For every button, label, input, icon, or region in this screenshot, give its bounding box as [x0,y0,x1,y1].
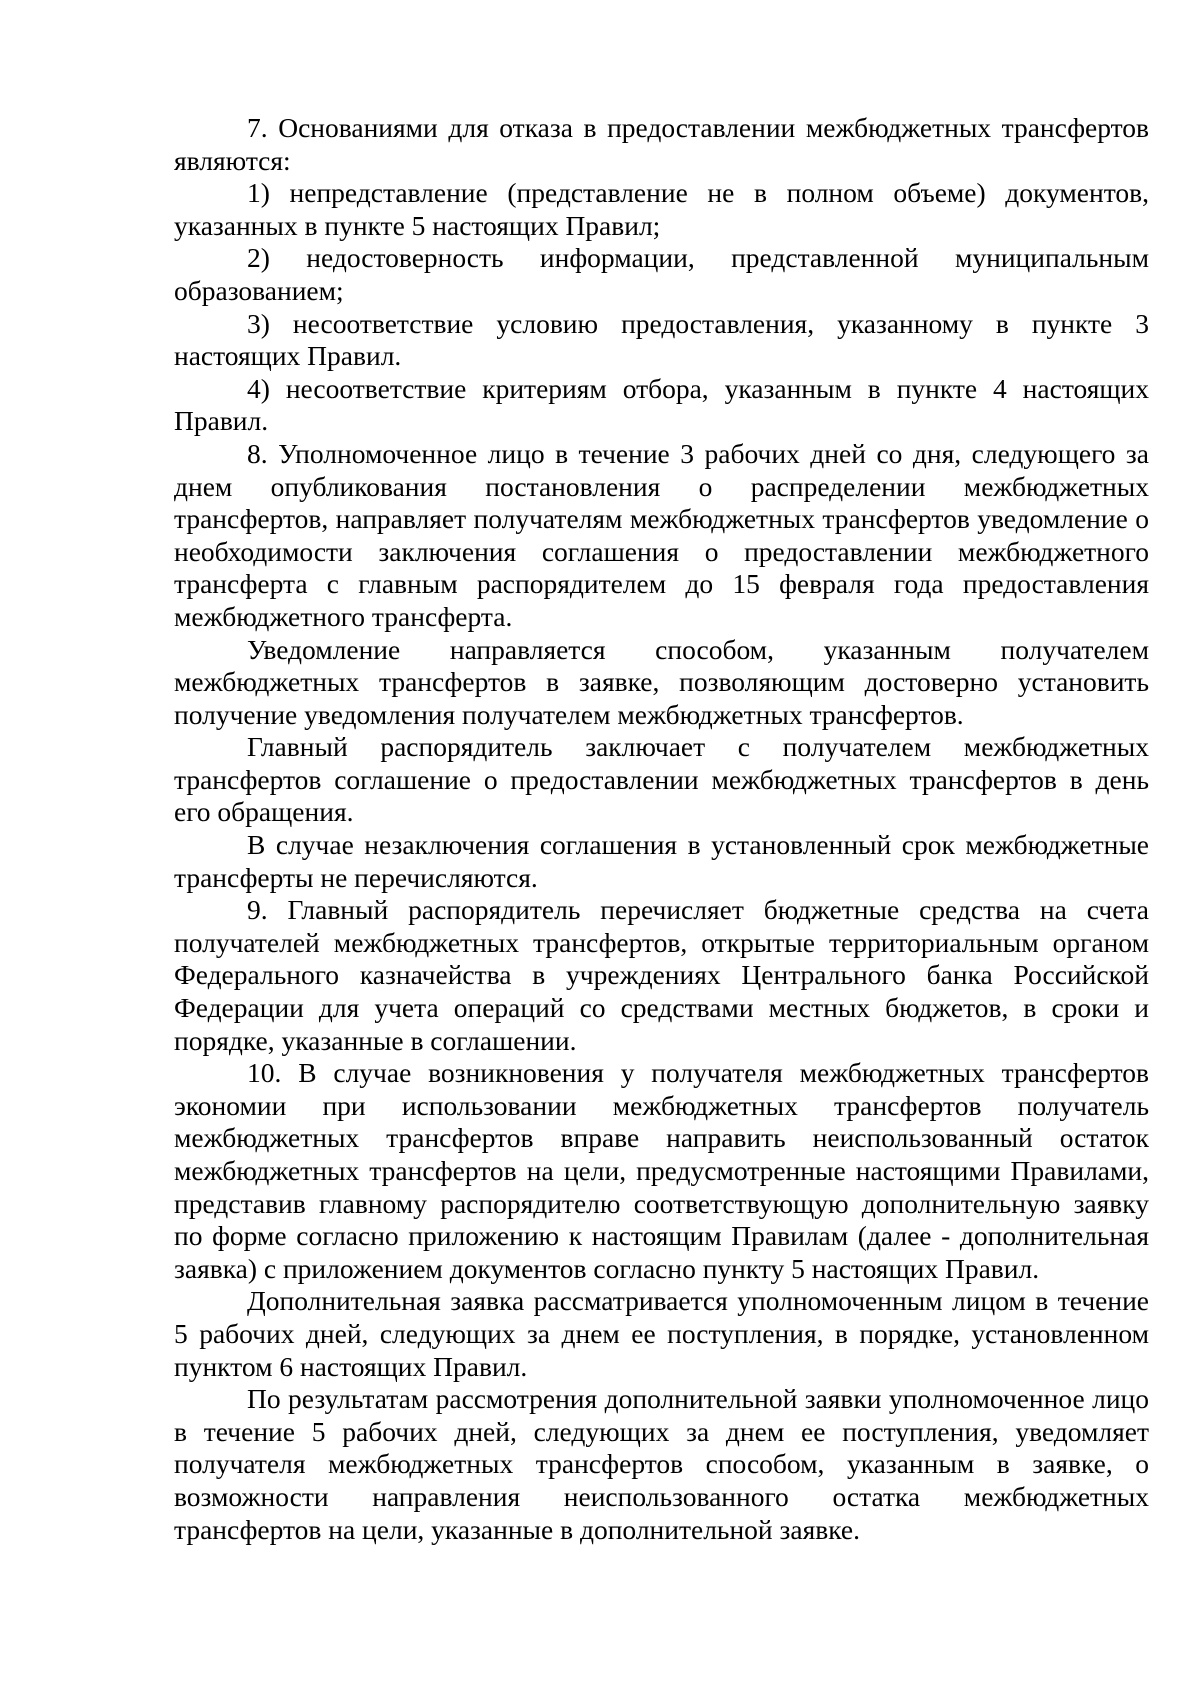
paragraph-7-item-3: 3) несоответствие условию предоставления, указанному в пункте 3 настоящих Правил. [174,307,1149,372]
paragraph-9-transfer: 9. Главный распорядитель перечисляет бюджетные средства на счета получателей межбюджетных трансфертов, открытые территориальным органом Федерального казначейства в учреждениях Центрального банка Российской Федерации для учета операций со средствами местных бюджетов, в сроки и порядке, указанные в соглашении. [174,894,1149,1056]
paragraph-10-result: По результатам рассмотрения дополнительной заявки уполномоченное лицо в течение 5 рабочих дней, следующих за днем ее поступления, уведомляет получателя межбюджетных трансфертов способом, указанным в заявке, о возможности направления неиспользованного остатка межбюджетных трансфертов на цели, указанные в дополнительной заявке. [174,1383,1149,1545]
paragraph-7-item-2: 2) недостоверность информации, представленной муниципальным образованием; [174,242,1149,306]
paragraph-7-item-1: 1) непредставление (представление не в полном объеме) документов, указанных в пункте 5 настоящих Правил; [174,177,1149,241]
paragraph-7-refusal-grounds: 7. Основаниями для отказа в предоставлении межбюджетных трансфертов являются: [174,112,1149,176]
document-body [174,112,1149,1546]
paragraph-7-item-4: 4) несоответствие критериям отбора, указанным в пункте 4 настоящих Правил. [174,372,1149,437]
paragraph-8-agreement: Главный распорядитель заключает с получателем межбюджетных трансфертов соглашение о предоставлении межбюджетных трансфертов в день его обращения. [174,731,1149,828]
paragraph-8-no-agreement: В случае незаключения соглашения в установленный срок межбюджетные трансферты не перечисляются. [174,829,1149,893]
paragraph-10-savings: 10. В случае возникновения у получателя межбюджетных трансфертов экономии при использовании межбюджетных трансфертов получатель межбюджетных трансфертов вправе направить неиспользованный остаток межбюджетных трансфертов на цели, предусмотренные настоящими Правилами, представив главному распорядителю соответствующую дополнительную заявку по форме согласно приложению к настоящим Правилам (далее - дополнительная заявка) с приложением документов согласно пункту 5 настоящих Правил. [174,1057,1149,1284]
paragraph-10-review: Дополнительная заявка рассматривается уполномоченным лицом в течение 5 рабочих дней, следующих за днем ее поступления, в порядке, установленном пунктом 6 настоящих Правил. [174,1285,1149,1382]
paragraph-8-notification-method: Уведомление направляется способом, указанным получателем межбюджетных трансфертов в заявке, позволяющим достоверно установить получение уведомления получателем межбюджетных трансфертов. [174,633,1149,730]
paragraph-8-notification: 8. Уполномоченное лицо в течение 3 рабочих дней со дня, следующего за днем опубликования постановления о распределении межбюджетных трансфертов, направляет получателям межбюджетных трансфертов уведомление о необходимости заключения соглашения о предоставлении межбюджетного трансферта с главным распорядителем до 15 февраля года предоставления межбюджетного трансферта. [174,437,1149,632]
